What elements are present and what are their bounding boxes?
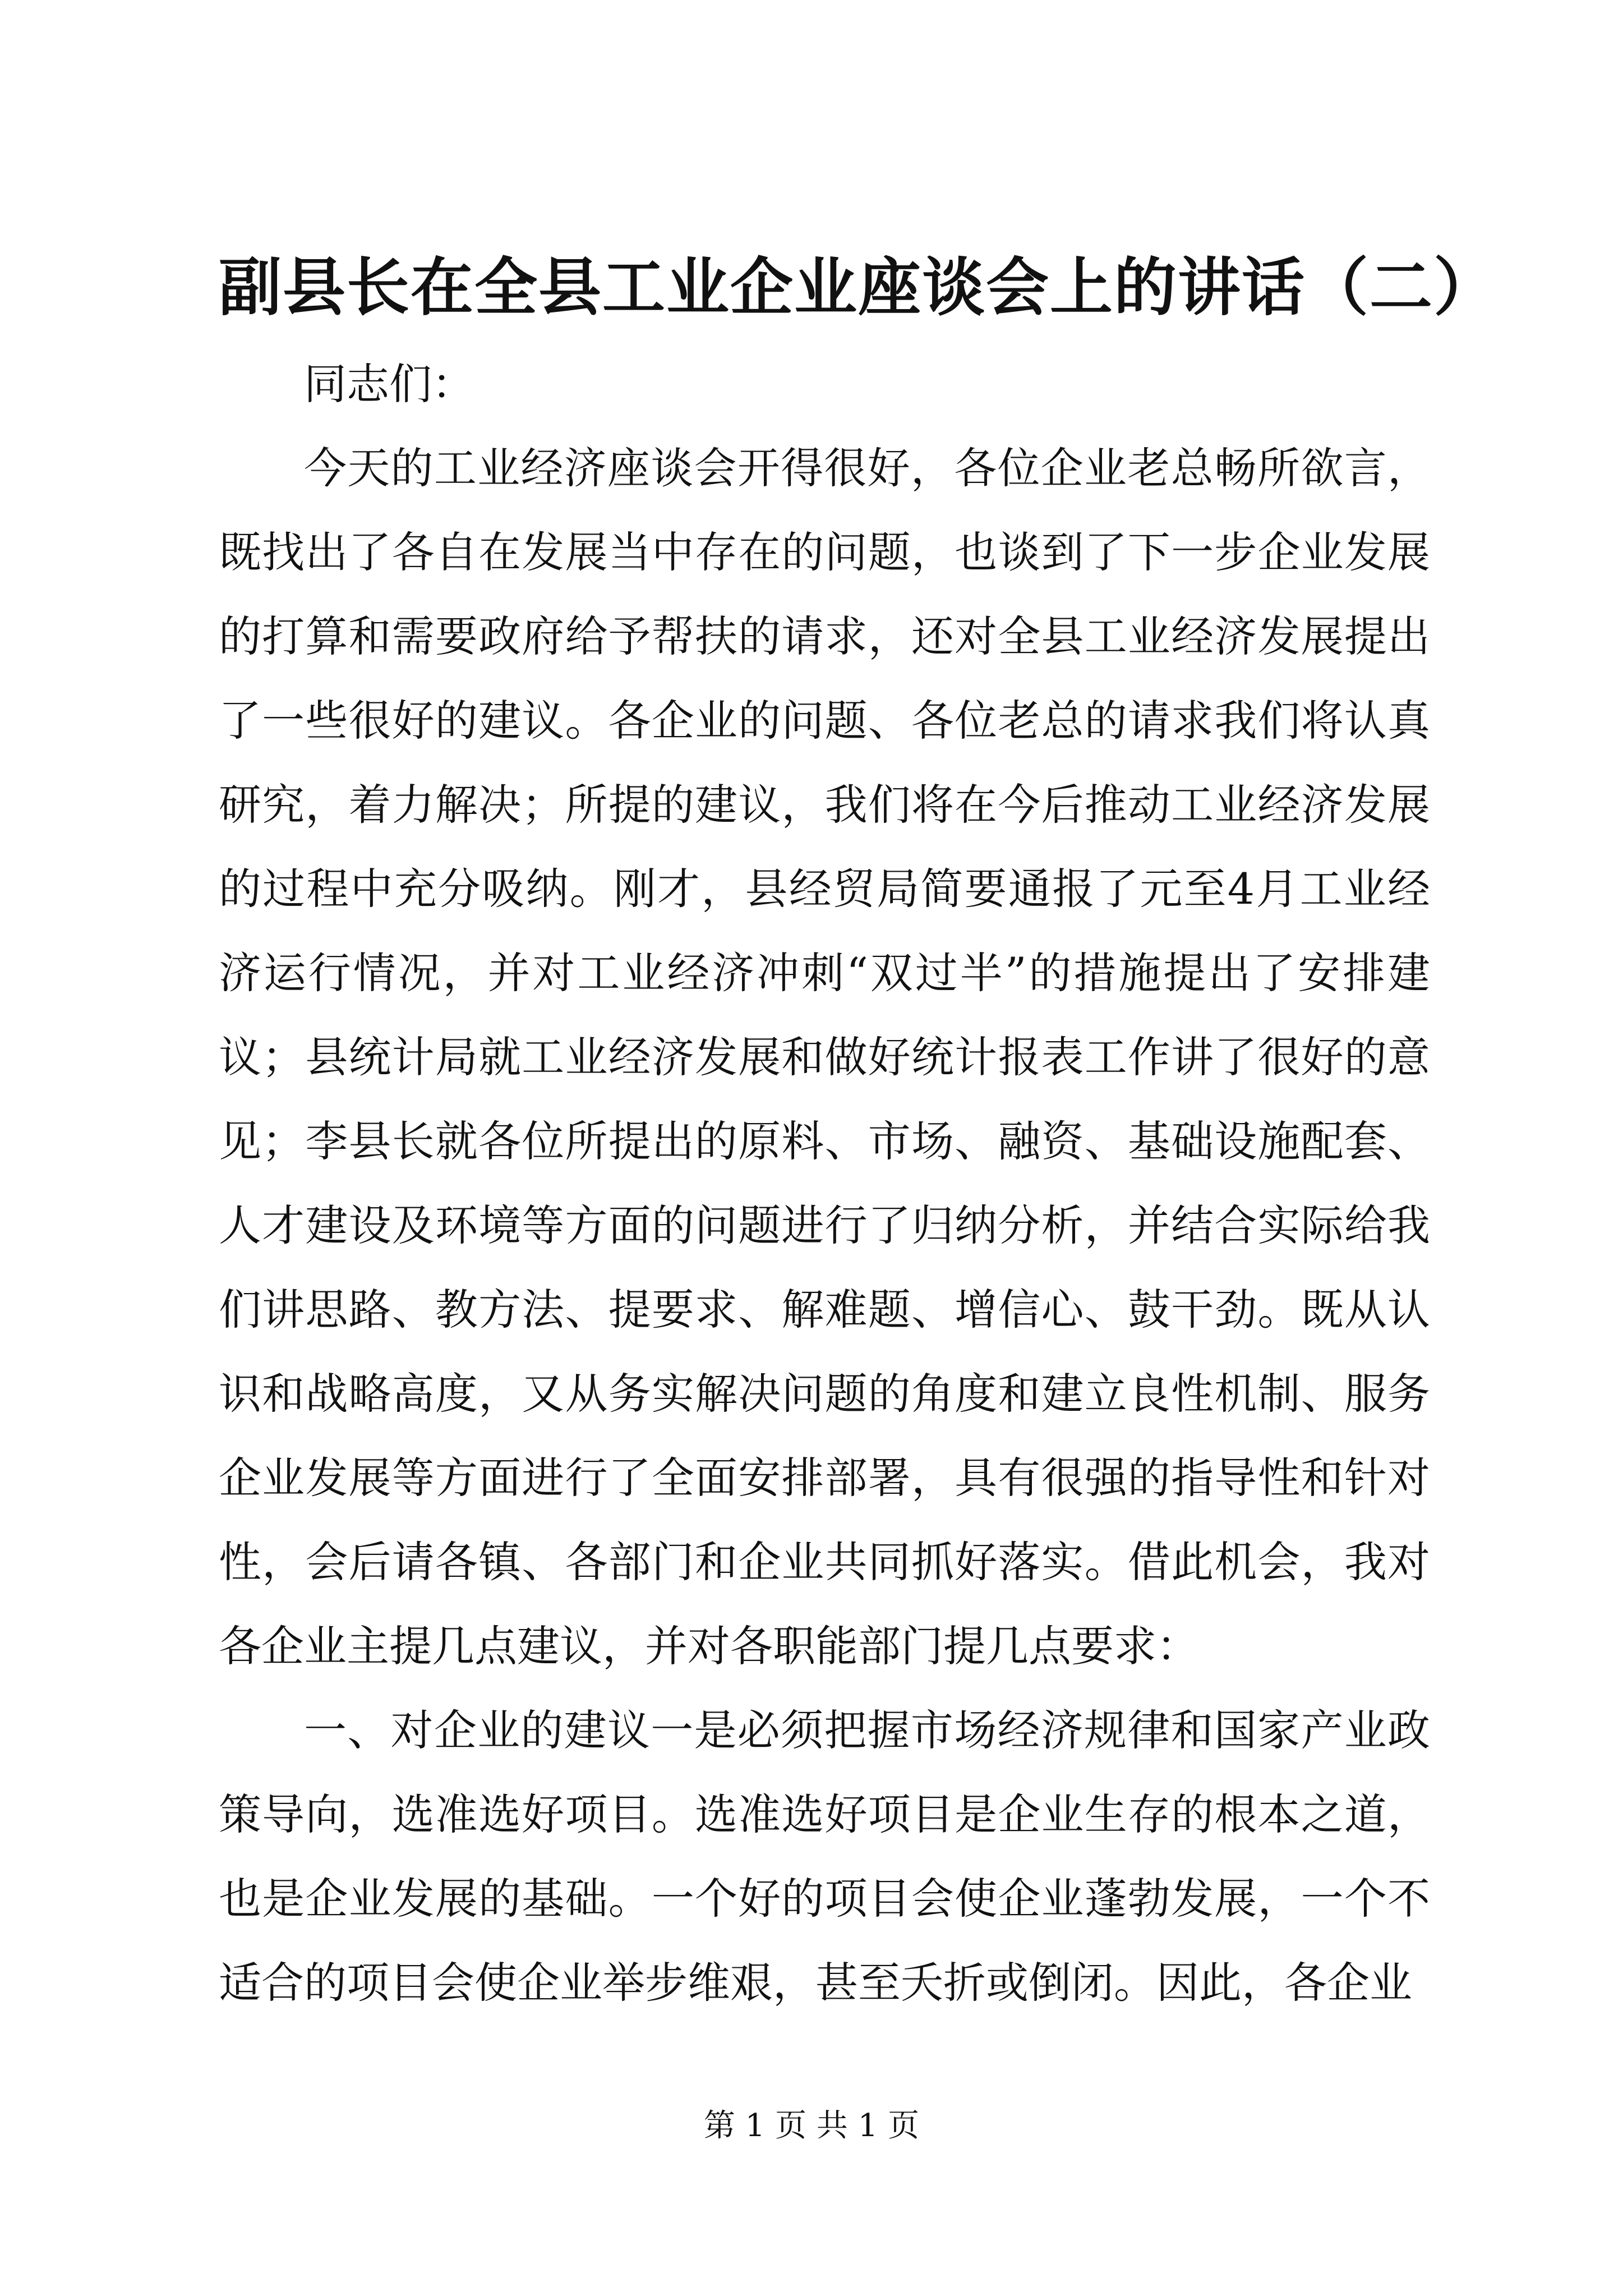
greeting: 同志们： bbox=[304, 359, 474, 409]
paragraph: 一、对企业的建议一是必须把握市场经济规律和国家产业政策导向，选准选好项目。选准选好项目是企业生存的根本之道，也是企业发展的基础。一个好的项目会使企业蓬勃发展，一个不适合的项目会使企业举步维艰，甚至夭折或倒闭。因此，各企业 bbox=[219, 1705, 1430, 2008]
page-number-footer: 第 1 页 共 1 页 bbox=[703, 2108, 920, 2144]
document-body bbox=[219, 342, 1430, 2025]
paragraph: 今天的工业经济座谈会开得很好，各位企业老总畅所欲言，既找出了各自在发展当中存在的问题，也谈到了下一步企业发展的打算和需要政府给予帮扶的请求，还对全县工业经济发展提出了一些很好的建议。各企业的问题、各位老总的请求我们将认真研究，着力解决；所提的建议，我们将在今后推动工业经济发展的过程中充分吸纳。刚才，县经贸局简要通报了元至4月工业经济运行情况，并对工业经济冲刺“双过半”的措施提出了安排建议；县统计局就工业经济发展和做好统计报表工作讲了很好的意见；李县长就各位所提出的原料、市场、融资、基础设施配套、人才建设及环境等方面的问题进行了归纳分析，并结合实际给我们讲思路、教方法、提要求、解难题、增信心、鼓干劲。既从认识和战略高度，又从务实解决问题的角度和建立良性机制、服务企业发展等方面进行了全面安排部署，具有很强的指导性和针对性，会后请各镇、各部门和企业共同抓好落实。借此机会，我对各企业主提几点建议，并对各职能部门提几点要求： bbox=[219, 443, 1430, 1671]
document-title: 副县长在全县工业企业座谈会上的讲话（二） bbox=[219, 251, 1497, 324]
